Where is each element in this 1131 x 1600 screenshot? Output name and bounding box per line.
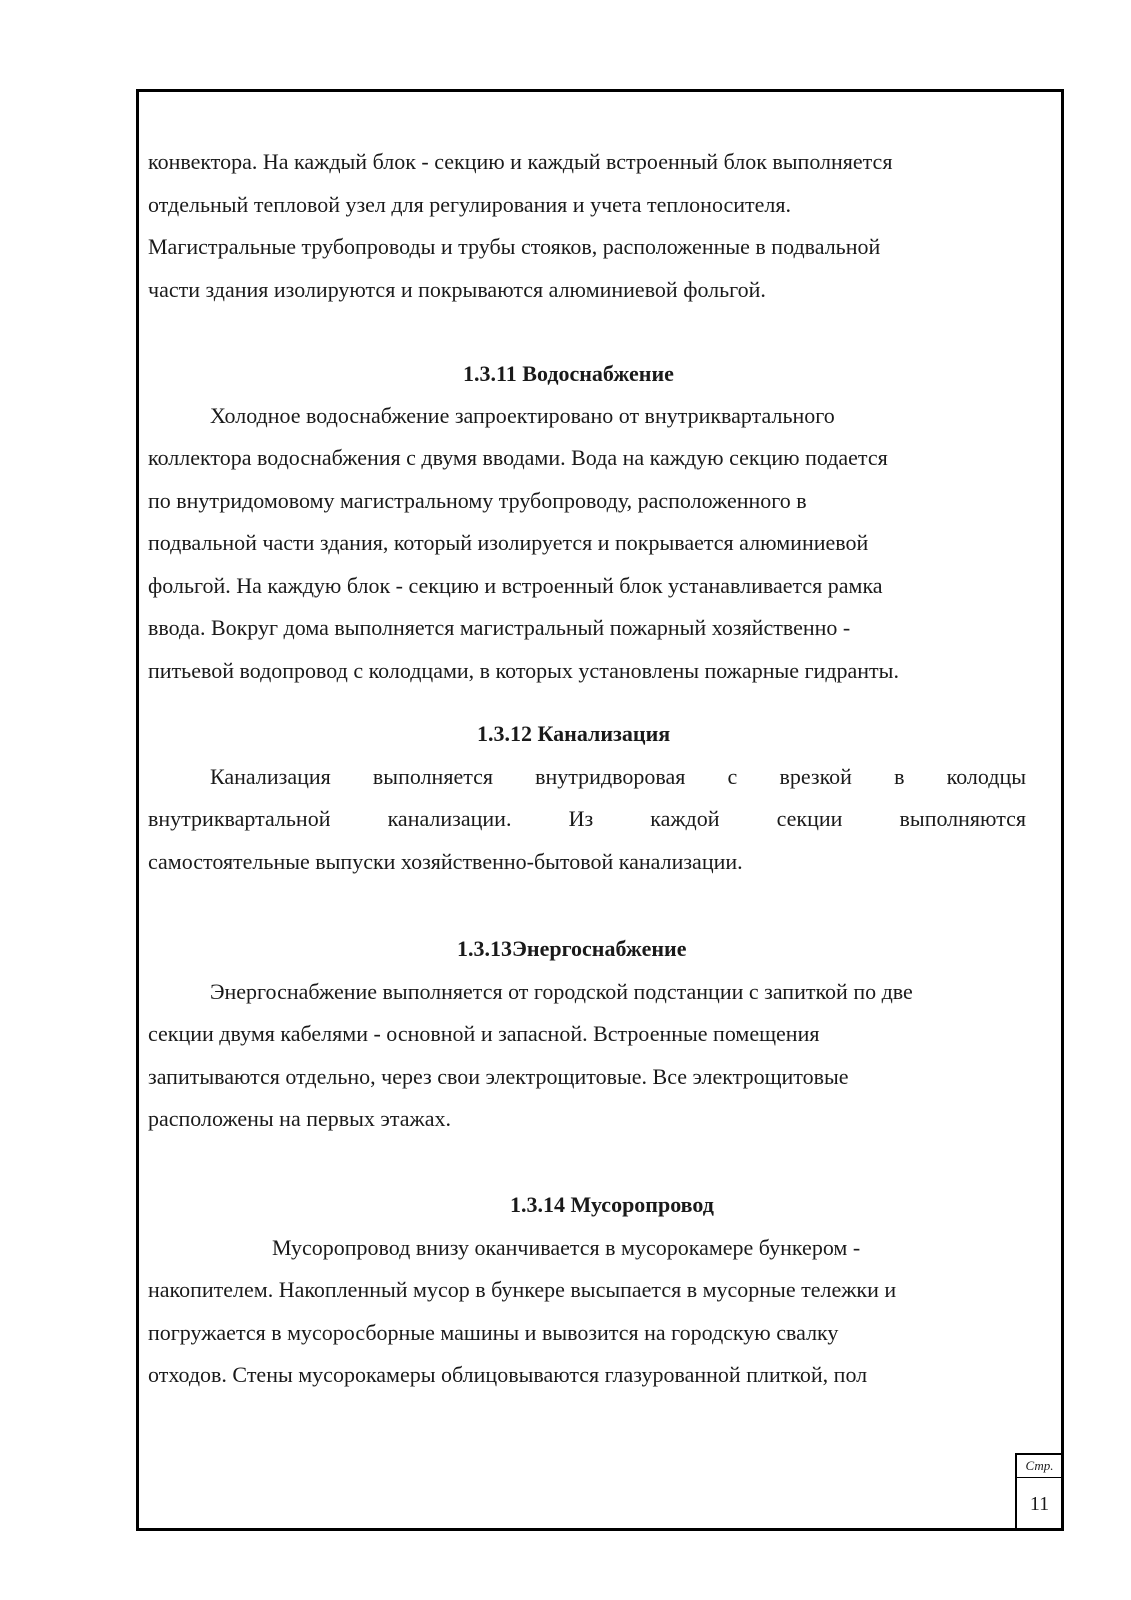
word: колодцы	[946, 764, 1026, 789]
text-line: отдельный тепловой узел для регулирования и учета теплоносителя.	[148, 192, 792, 217]
section-heading-sewerage: 1.3.12 Канализация	[477, 721, 671, 746]
word: врезкой	[779, 764, 852, 789]
text-line: питьевой водопровод с колодцами, в которых установлены пожарные гидранты.	[148, 658, 899, 683]
justified-line	[148, 805, 1026, 833]
justified-line	[210, 763, 1026, 791]
section-heading-power-supply: 1.3.13Энергоснабжение	[457, 936, 687, 961]
word: Из	[568, 806, 594, 831]
text-line: накопителем. Накопленный мусор в бункере высыпается в мусорные тележки и	[148, 1277, 897, 1302]
word: канализации.	[387, 806, 512, 831]
word: с	[727, 764, 738, 789]
page-label: Стр.	[1017, 1455, 1062, 1478]
text-line: погружается в мусоросборные машины и вывозится на городскую свалку	[148, 1320, 839, 1345]
text-line: фольгой. На каждую блок - секцию и встроенный блок устанавливается рамка	[148, 573, 883, 598]
text-line: Магистральные трубопроводы и трубы стояков, расположенные в подвальной	[148, 234, 881, 259]
text-line: Энергоснабжение выполняется от городской подстанции с запиткой по две	[210, 979, 913, 1004]
text-line: запитываются отдельно, через свои электрощитовые. Все электрощитовые	[148, 1064, 849, 1089]
text-line: конвектора. На каждый блок - секцию и каждый встроенный блок выполняется	[148, 149, 893, 174]
word: секции	[776, 806, 843, 831]
section-heading-water-supply: 1.3.11 Водоснабжение	[463, 361, 674, 386]
text-line: отходов. Стены мусорокамеры облицовываются глазурованной плиткой, пол	[148, 1362, 868, 1387]
word: внутриквартальной	[148, 806, 331, 831]
word: в	[894, 764, 905, 789]
page-number: 11	[1029, 1493, 1050, 1515]
text-line: по внутридомовому магистральному трубопроводу, расположенного в	[148, 488, 807, 513]
page-stamp	[1015, 1453, 1064, 1531]
text-line: подвальной части здания, который изолируется и покрывается алюминиевой	[148, 530, 869, 555]
text-line: части здания изолируются и покрываются алюминиевой фольгой.	[148, 277, 766, 302]
text-line: секции двумя кабелями - основной и запасной. Встроенные помещения	[148, 1021, 820, 1046]
word: внутридворовая	[535, 764, 686, 789]
word: Канализация	[210, 764, 331, 789]
word: каждой	[650, 806, 720, 831]
text-line: самостоятельные выпуски хозяйственно-бытовой канализации.	[148, 849, 743, 874]
word: выполняются	[899, 806, 1026, 831]
text-line: Мусоропровод внизу оканчивается в мусорокамере бункером -	[272, 1235, 861, 1260]
text-line: ввода. Вокруг дома выполняется магистральный пожарный хозяйственно -	[148, 615, 851, 640]
text-line: расположены на первых этажах.	[148, 1106, 451, 1131]
text-line: Холодное водоснабжение запроектировано от внутриквартального	[210, 403, 835, 428]
text-line: коллектора водоснабжения с двумя вводами. Вода на каждую секцию подается	[148, 445, 888, 470]
word: выполняется	[372, 764, 493, 789]
section-heading-garbage-chute: 1.3.14 Мусоропровод	[510, 1192, 714, 1217]
